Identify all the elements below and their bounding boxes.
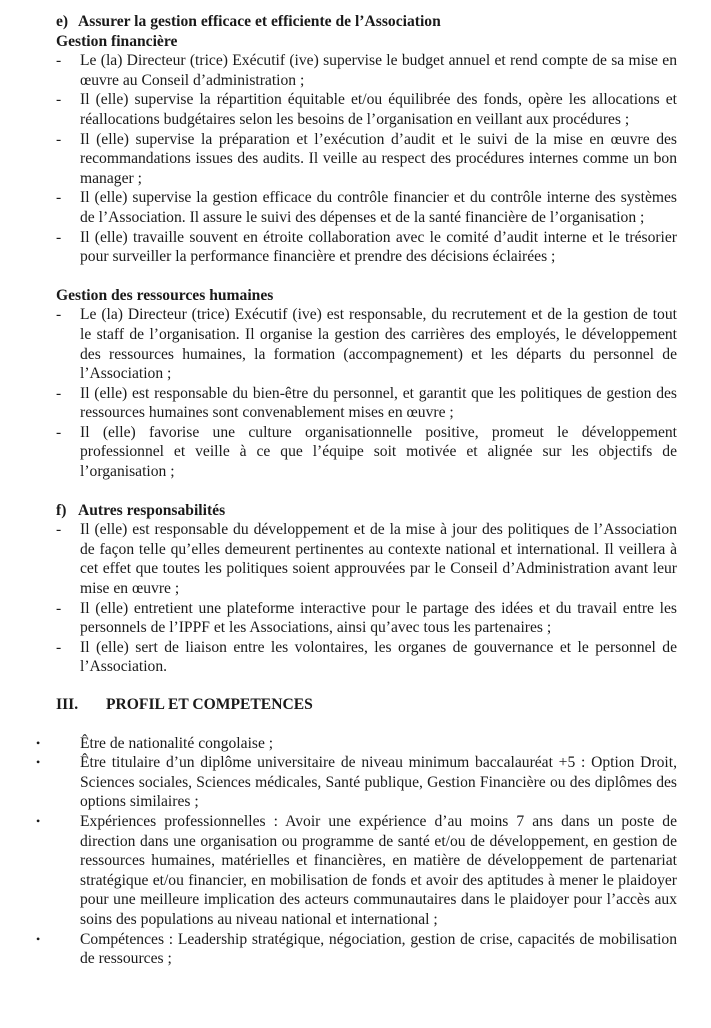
section-3-number: III. (56, 696, 79, 713)
spacer (56, 267, 677, 286)
list-item: - Il (elle) supervise la gestion efficace du contrôle financier et du contrôle interne des systèmes de l’Association. Il assure le suivi des dépenses et de la santé financière de l’organisation ; (56, 188, 677, 227)
section-3-heading (56, 695, 677, 715)
list-item: - Il (elle) supervise la préparation et l’exécution d’audit et le suivi de la mise en œuvre des recommandations issues des audits. Il veille au respect des procédures internes comme un bon manager ; (56, 130, 677, 189)
list-item: - Le (la) Directeur (trice) Exécutif (ive) supervise le budget annuel et rend compte de sa mise en œuvre au Conseil d’administration ; (56, 51, 677, 90)
section-e-title: Assurer la gestion efficace et efficiente de l’Association (78, 13, 441, 30)
section-e-heading (56, 12, 677, 32)
list-item: • Compétences : Leadership stratégique, négociation, gestion de crise, capacités de mobilisation de ressources ; (56, 930, 677, 969)
section-f-label: f) (56, 501, 67, 519)
other-responsibilities-list (56, 520, 677, 677)
section-e-label: e) (56, 13, 69, 30)
hr-list (56, 305, 677, 481)
spacer (56, 482, 677, 501)
list-item: - Il (elle) sert de liaison entre les volontaires, les organes de gouvernance et le personnel de l’Association. (56, 638, 677, 677)
list-item: • Être titulaire d’un diplôme universitaire de niveau minimum baccalauréat +5 : Option Droit, Sciences sociales, Sciences médicales, Santé publique, Gestion Financière ou des diplômes des options similaires ; (56, 753, 677, 812)
list-item: - Le (la) Directeur (trice) Exécutif (ive) est responsable, du recrutement et de la gestion de tout le staff de l’organisation. Il organise la gestion des carrières des employés, le développement des ressources humaines, la formation (accompagnement) et les départs du personnel de l’Association ; (56, 305, 677, 383)
profile-list (56, 734, 677, 969)
list-item: - Il (elle) entretient une plateforme interactive pour le partage des idées et du travail entre les personnels de l’IPPF et les Associations, ainsi qu’avec tous les partenaires ; (56, 599, 677, 638)
finance-list (56, 51, 677, 267)
list-item: • Être de nationalité congolaise ; (56, 734, 677, 754)
list-item: - Il (elle) supervise la répartition équitable et/ou équilibrée des fonds, opère les allocations et réallocations budgétaires selon les besoins de l’organisation en veillant aux procédures ; (56, 90, 677, 129)
list-item: - Il (elle) favorise une culture organisationnelle positive, promeut le développement professionnel et veille à ce que l’équipe soit motivée et alignée sur les objectifs de l’organisation ; (56, 423, 677, 482)
section-3-title: PROFIL ET COMPETENCES (106, 696, 313, 713)
subsection-finance-title: Gestion financière (56, 32, 178, 50)
section-f-title: Autres responsabilités (78, 501, 226, 519)
list-item: - Il (elle) est responsable du bien-être du personnel, et garantit que les politiques de gestion des ressources humaines sont convenablement mises en œuvre ; (56, 384, 677, 423)
subsection-hr-title: Gestion des ressources humaines (56, 286, 274, 304)
list-item: • Expériences professionnelles : Avoir une expérience d’au moins 7 ans dans un poste de direction dans une organisation ou programme de santé et/ou de développement, en gestion de ressources humaines, matérielles et financières, en matière de développement de partenariat stratégique et/ou financier, en mobilisation de fonds et avoir des aptitudes à mener le plaidoyer pour une meilleure implication des acteurs communautaires dans le plaidoyer pour l’accès aux soins des populations au niveau national et international ; (56, 812, 677, 930)
section-f-heading (56, 501, 677, 521)
list-item: - Il (elle) travaille souvent en étroite collaboration avec le comité d’audit interne et le trésorier pour surveiller la performance financière et prendre des décisions éclairées ; (56, 228, 677, 267)
list-item: - Il (elle) est responsable du développement et de la mise à jour des politiques de l’Association de façon telle qu’elles demeurent pertinentes au contexte national et international. Il veillera à cet effet que toutes les politiques soient approuvées par le Conseil d’Administration avant leur mise en œuvre ; (56, 520, 677, 598)
